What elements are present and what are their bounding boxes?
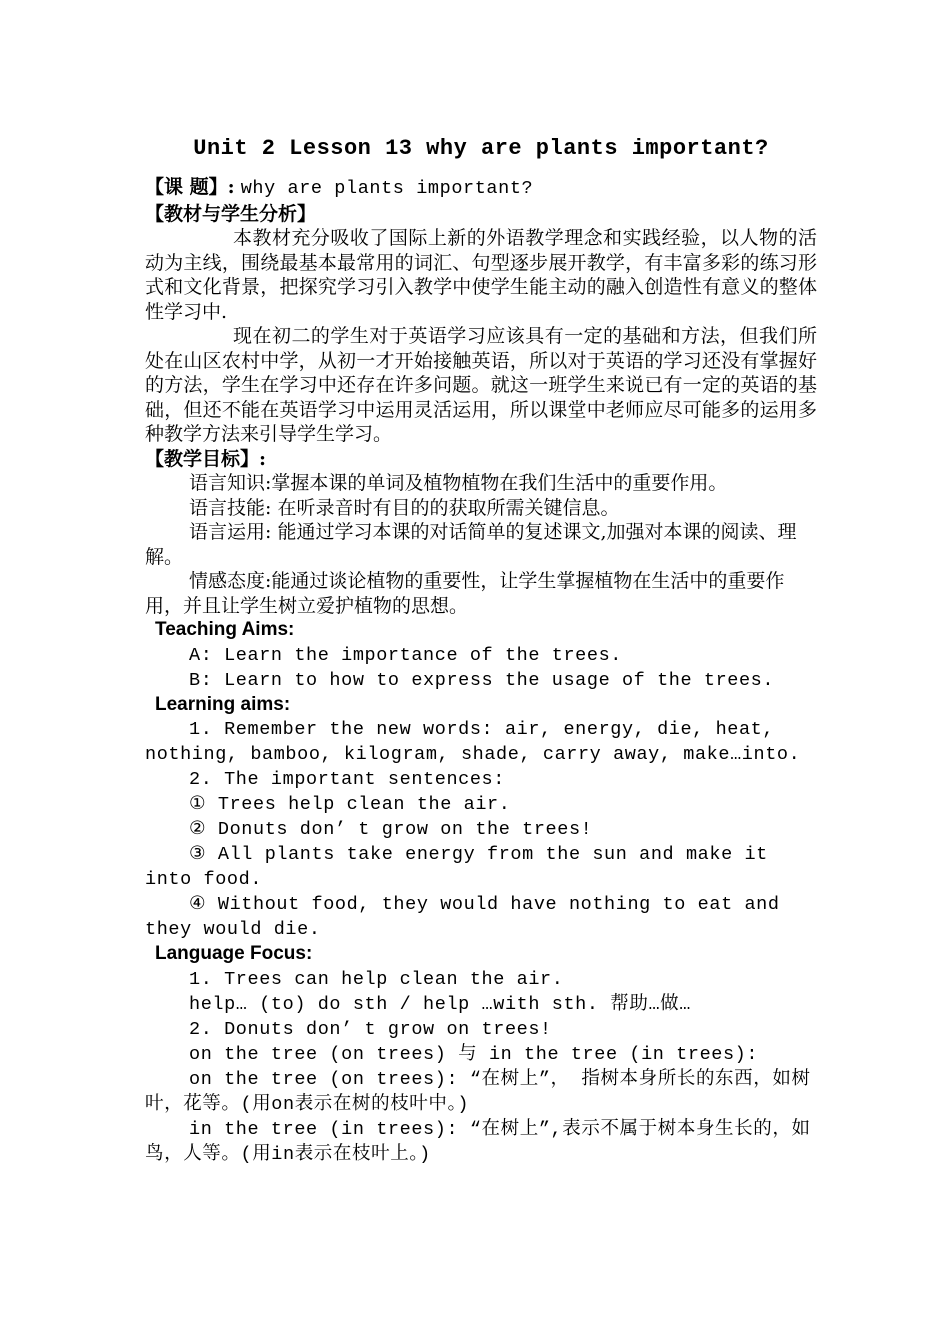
aim-use: 语言运用: 能通过学习本课的对话简单的复述课文,加强对本课的阅读、理解。 [145,521,797,568]
page-title: Unit 2 Lesson 13 why are plants important? [193,136,769,161]
aim-skill: 语言技能: 在听录音时有目的的获取所需关键信息。 [189,496,620,519]
teaching-aim-b: B: Learn to how to express the usage of the trees. [189,669,775,691]
document-content [145,136,817,1167]
learning-aims-heading: Learning aims: [155,693,291,715]
sentence-1: ① Trees help clean the air. [189,794,511,815]
learning-aim-1: 1. Remember the new words: air, energy, die, heat, nothing, bamboo, kilogram, shade, carry away, make…into. [145,719,801,765]
focus-1: 1. Trees can help clean the air. [189,968,564,990]
topic-value: why are plants important? [240,178,534,199]
focus-2-on: on the tree (on trees): “在树上”， 指树本身所长的东西，如树叶，花等。(用on表示在树的枝叶中。) [145,1068,811,1115]
teaching-aim-a: A: Learn the importance of the trees. [189,644,622,666]
learning-aim-2: 2. The important sentences: [189,769,505,790]
aims-heading: 【教学目标】: [145,447,267,470]
focus-2-compare: on the tree (on trees) 与 in the tree (in trees): [189,1043,759,1065]
teaching-aims-heading: Teaching Aims: [155,619,295,640]
focus-2: 2. Donuts don’ t grow on trees! [189,1018,552,1040]
sentence-2: ② Donuts don’ t grow on the trees! [189,819,593,840]
topic-line [145,175,817,202]
sentence-4: ④ Without food, they would have nothing to eat and they would die. [145,894,780,940]
language-focus-heading: Language Focus: [155,943,313,964]
sentence-3: ③ All plants take energy from the sun and make it into food. [145,844,768,890]
topic-label: 【课 题】: [145,176,235,198]
analysis-heading: 【教材与学生分析】 [145,202,317,225]
analysis-paragraph-1: 本教材充分吸收了国际上新的外语教学理念和实践经验，以人物的活动为主线，围绕最基本最常用的词汇、句型逐步展开教学，有丰富多彩的练习形式和文化背景，把探究学习引入教学中使学生能主动的融入创造性有意义的整体性学习中. [145,227,817,323]
aim-knowledge: 语言知识:掌握本课的单词及植物植物在我们生活中的重要作用。 [189,472,728,494]
focus-1-note: help… (to) do sth / help …with sth. 帮助…做… [189,993,691,1015]
aim-attitude: 情感态度:能通过谈论植物的重要性，让学生掌握植物在生活中的重要作用，并且让学生树立爱护植物的思想。 [145,570,785,617]
focus-2-in: in the tree (in trees): “在树上”,表示不属于树本身生长的，如鸟，人等。(用in表示在枝叶上。) [145,1118,811,1165]
analysis-paragraph-2: 现在初二的学生对于英语学习应该具有一定的基础和方法，但我们所处在山区农村中学，从初一才开始接触英语，所以对于英语的学习还没有掌握好的方法，学生在学习中还存在许多问题。就这一班学生来说已有一定的英语的基础，但还不能在英语学习中运用灵活运用，所以课堂中老师应尽可能多的运用多种教学方法来引导学生学习。 [145,325,817,445]
